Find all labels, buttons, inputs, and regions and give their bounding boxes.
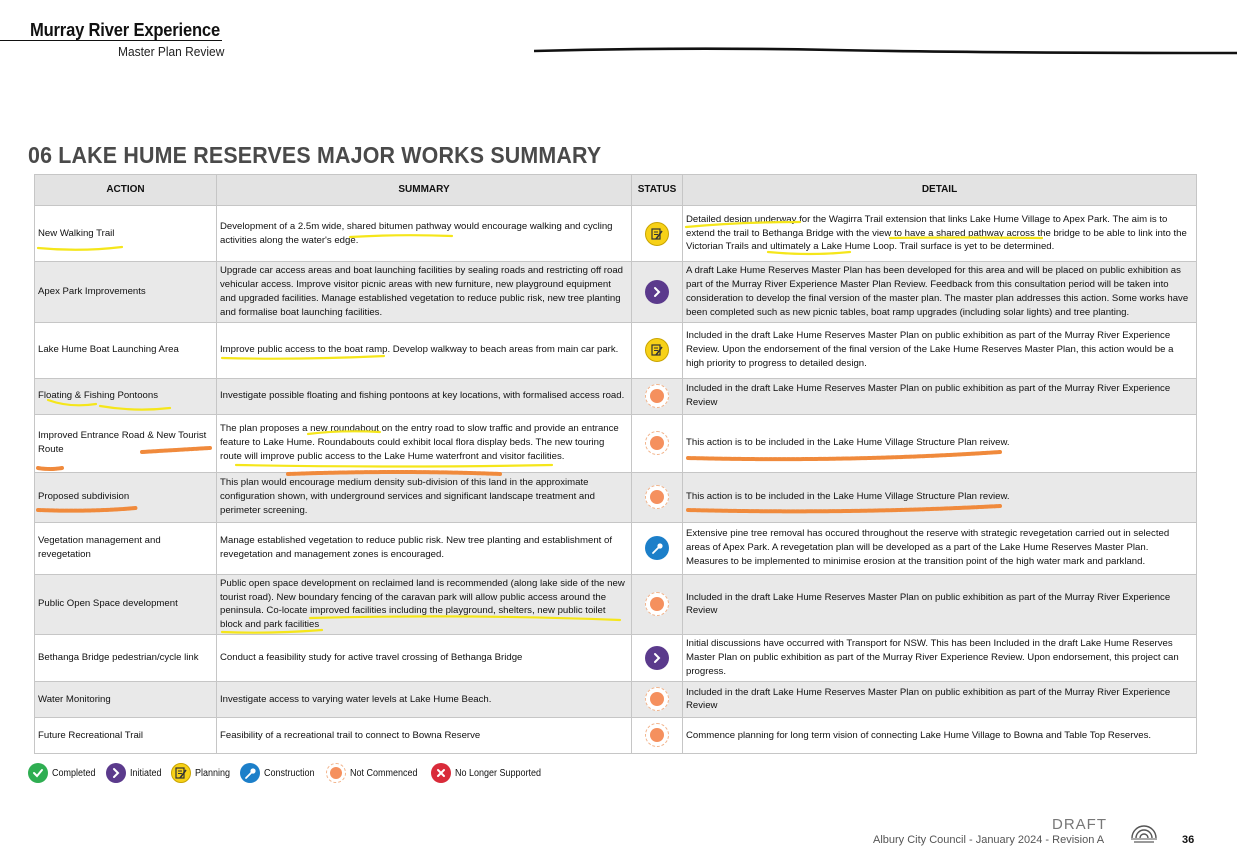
detail-cell: A draft Lake Hume Reserves Master Plan has been developed for this area and will be placed on public exhibition as part of the Murray River Experience Master Plan Review. Feedback from this consultation period will be taken into consideration to develop the final version of the master plan. The master plan addresses this action. Some works have been completed such as new picnic tables, boat ramp upgrades (including solar lights) and tree planting. <box>683 262 1197 323</box>
table-row <box>35 322 1197 378</box>
table-row <box>35 262 1197 323</box>
legend-label: Completed <box>52 767 96 779</box>
planning-icon <box>645 338 669 362</box>
header-swoosh <box>534 44 1237 58</box>
not-commenced-icon <box>645 431 669 455</box>
action-cell: Vegetation management and revegetation <box>35 522 217 574</box>
planning-icon <box>171 763 191 783</box>
detail-cell: Detailed design underway for the Wagirra Trail extension that links Lake Hume Village to Apex Park. The aim is to extend the trail to Bethanga Bridge with the view to have a shared pathway across the bridge to be able to link into the Victorian Trails and ultimately a Lake Hume Loop. Trail surface is yet to be determined. <box>683 206 1197 262</box>
page-title: 06 LAKE HUME RESERVES MAJOR WORKS SUMMARY <box>28 142 602 168</box>
detail-cell: Commence planning for long term vision of connecting Lake Hume Village to Bowna and Table Top Reserves. <box>683 717 1197 753</box>
not-commenced-icon <box>645 384 669 408</box>
legend-label: No Longer Supported <box>455 767 542 779</box>
legend-label: Construction <box>264 767 315 779</box>
action-cell: Improved Entrance Road & New Tourist Route <box>35 414 217 472</box>
status-cell <box>632 574 683 635</box>
summary-cell: Conduct a feasibility study for active travel crossing of Bethanga Bridge <box>217 635 632 682</box>
not-commenced-icon <box>645 687 669 711</box>
completed-icon <box>28 763 48 783</box>
construction-icon <box>240 763 260 783</box>
table-header-row <box>35 175 1197 206</box>
summary-cell: Public open space development on reclaimed land is recommended (along lake side of the new tourist road). New boundary fencing of the caravan park will allow public access around the peninsula. Co-locate improved facilities including the playground, shelters, new public toilet block and park facilities <box>217 574 632 635</box>
header-title: Murray River Experience <box>30 20 220 40</box>
detail-cell: Included in the draft Lake Hume Reserves Master Plan on public exhibition as part of the Murray River Experience Review. Upon the endorsement of the final version of the Lake Hume Reserves Master Plan, this action would be a high priority to progress to detailed design. <box>683 322 1197 378</box>
status-cell <box>632 681 683 717</box>
summary-cell: Development of a 2.5m wide, shared bitumen pathway would encourage walking and cycling activities along the water's edge. <box>217 206 632 262</box>
action-cell: Bethanga Bridge pedestrian/cycle link <box>35 635 217 682</box>
initiated-icon <box>645 280 669 304</box>
action-cell: Public Open Space development <box>35 574 217 635</box>
table-row <box>35 414 1197 472</box>
detail-cell: Included in the draft Lake Hume Reserves Master Plan on public exhibition as part of the Murray River Experience Review <box>683 378 1197 414</box>
summary-cell: This plan would encourage medium density sub-division of this land in the approximate configuration shown, with underground services and significant landscape treatment and perimeter screening. <box>217 472 632 522</box>
major-works-table <box>34 174 1197 754</box>
action-cell: Water Monitoring <box>35 681 217 717</box>
summary-cell: The plan proposes a new roundabout on the entry road to slow traffic and provide an entrance feature to Lake Hume. Roundabouts could exhibit local flora display beds. The new touring route will improve public access to the Lake Hume waterfront and visitor facilities. <box>217 414 632 472</box>
legend-item-not-commenced <box>326 763 425 783</box>
draft-watermark: DRAFT <box>1052 816 1107 833</box>
detail-cell: Included in the draft Lake Hume Reserves Master Plan on public exhibition as part of the Murray River Experience Review <box>683 574 1197 635</box>
legend-label: Initiated <box>130 767 162 779</box>
column-header-detail: DETAIL <box>683 175 1197 206</box>
summary-cell: Feasibility of a recreational trail to connect to Bowna Reserve <box>217 717 632 753</box>
legend-label: Not Commenced <box>350 767 418 779</box>
not-commenced-icon <box>326 763 346 783</box>
status-cell <box>632 522 683 574</box>
action-cell: Apex Park Improvements <box>35 262 217 323</box>
construction-icon <box>645 536 669 560</box>
action-cell: Lake Hume Boat Launching Area <box>35 322 217 378</box>
table-row <box>35 206 1197 262</box>
table-row <box>35 681 1197 717</box>
column-header-summary: SUMMARY <box>217 175 632 206</box>
detail-cell: Extensive pine tree removal has occured throughout the reserve with strategic revegetation carried out in selected areas of Apex Park. A revegetation plan will be developed as a part of the Lake Hume Reserves Master Plan. Measures to be implemented to minimise erosion at the transition point of the high water mark and parkland. <box>683 522 1197 574</box>
not-commenced-icon <box>645 723 669 747</box>
legend-item-planning <box>171 763 234 783</box>
table-row <box>35 472 1197 522</box>
summary-cell: Upgrade car access areas and boat launching facilities by sealing roads and restricting off road vehicular access. Improve visitor picnic areas with new furniture, new playground equipment and upgraded facilities. Manage established vegetation to reduce public risk, new tree planting and formalise boat launching facilities. <box>217 262 632 323</box>
status-cell <box>632 322 683 378</box>
legend-item-no-longer <box>431 763 551 783</box>
initiated-icon <box>645 646 669 670</box>
summary-cell: Investigate possible floating and fishing pontoons at key locations, with formalised access road. <box>217 378 632 414</box>
not-commenced-icon <box>645 485 669 509</box>
status-cell <box>632 414 683 472</box>
column-header-status: STATUS <box>632 175 683 206</box>
status-cell <box>632 717 683 753</box>
status-cell <box>632 472 683 522</box>
table-row <box>35 574 1197 635</box>
no-longer-supported-icon <box>431 763 451 783</box>
summary-cell: Investigate access to varying water levels at Lake Hume Beach. <box>217 681 632 717</box>
table-row <box>35 717 1197 753</box>
detail-cell: This action is to be included in the Lake Hume Village Structure Plan reivew. <box>683 414 1197 472</box>
legend-label: Planning <box>195 767 231 779</box>
detail-cell: Initial discussions have occurred with Transport for NSW. This has been Included in the draft Lake Hume Reserves Master Plan on public exhibition as part of the Murray River Experience Review. Upon endorsement, this project can progress. <box>683 635 1197 682</box>
albury-city-logo <box>1128 822 1160 846</box>
action-cell: Proposed subdivision <box>35 472 217 522</box>
column-header-action: ACTION <box>35 175 217 206</box>
status-cell <box>632 378 683 414</box>
detail-cell: Included in the draft Lake Hume Reserves Master Plan on public exhibition as part of the Murray River Experience Review <box>683 681 1197 717</box>
status-cell <box>632 262 683 323</box>
not-commenced-icon <box>645 592 669 616</box>
action-cell: Future Recreational Trail <box>35 717 217 753</box>
initiated-icon <box>106 763 126 783</box>
header-rule <box>0 40 222 41</box>
status-legend <box>28 762 557 784</box>
legend-item-construction <box>240 763 320 783</box>
footer-text: Albury City Council - January 2024 - Revision A <box>873 834 1105 846</box>
planning-icon <box>645 222 669 246</box>
table-row <box>35 522 1197 574</box>
status-cell <box>632 635 683 682</box>
action-cell: New Walking Trail <box>35 206 217 262</box>
table-row <box>35 635 1197 682</box>
table-row <box>35 378 1197 414</box>
legend-item-initiated <box>106 763 165 783</box>
detail-cell: This action is to be included in the Lake Hume Village Structure Plan review. <box>683 472 1197 522</box>
legend-item-completed <box>28 763 100 783</box>
status-cell <box>632 206 683 262</box>
action-cell: Floating & Fishing Pontoons <box>35 378 217 414</box>
header-subtitle: Master Plan Review <box>118 44 225 59</box>
summary-cell: Manage established vegetation to reduce public risk. New tree planting and establishment of revegetation and management zones is encouraged. <box>217 522 632 574</box>
summary-cell: Improve public access to the boat ramp. Develop walkway to beach areas from main car park. <box>217 322 632 378</box>
page-number: 36 <box>1182 834 1195 846</box>
